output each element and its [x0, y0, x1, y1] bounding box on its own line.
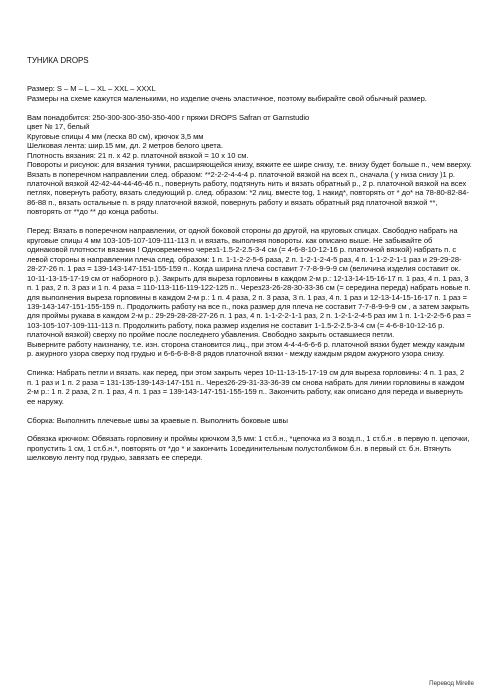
spacer: [27, 425, 472, 435]
size-section: Размер: S – M – L – XL – XXL – XXXL Размеры на схеме кажутся маленькими, но изделие очень эластичное, поэтому выбирайте свой обычный размер.: [27, 84, 427, 103]
spacer: [27, 65, 472, 84]
front-section: Перед: Вязать в поперечном направлении, от одной боковой стороны до другой, на круговых спицах. Свободно набрать на круговые спицы 4 мм 103-105-107-109-111-113 п. и вязать, выполняя повороты. как описано выше. Не забывайте об одинаковой плотности вязания ! Одновременно через1-1.5-2-2.5-3-4 см (= 4-6-8-10-12-16 р. платочной вязкой) набрать п. с левой стороны в направлении плеча след. образом: 1 п. 1-1-2-2-5-6 раза, 2 п. 1-2-1-2-4-5 раз, 4 п. 1-1-2-2-1-1 раз и 29-29-28-28-27-26 п. 1 раз = 139-143-147-151-155-159 п.. Когда ширина плеча составит 7-7-8-9-9-9 см (величина изделия составит ок. 10-11-13-15-17-19 см от наборного р.). Закрыть для выреза горловины в каждом 2-м р.: 12-13-14-15-16-17 п. 1 раз, 4 п. 1 раз, 3 п. 1 раз, 2 п. 3 раз и 1 п. 4 раза = 110-113-116-119-122-125 п.. Через23-26-28-30-33-36 см (= середина переда) набрать новые п. для выполнения выреза горловины в каждом 2-м р.: 1 п. 4 раза, 2 п. 3 раза, 3 п. 1 раз, 4 п. 1 раз и 12-13-14-15-16-17 п. 1 раз = 139-143-147-151-155-159 п.. Продолжить работу на все п., пока размер для плеча не составит 7-7-8-9-9-9 см , а затем закрыть для проймы рукава в каждом 2-м р.: 29-29-28-28-27-26 п. 1 раз, 4 п. 1-1-2-2-1-1 раз, 2 п. 1-2-1-2-4-5 раз им 1 п. 1-1-2-2-5-6 раз = 103-105-107-109-111-113 п. Продолжить работу, пока размер изделия не составит 1-1.5-2-2.5-3-4 см (= 4-6-8-10-12-16 р. платочной вязкой) сверху по пройме после последнего убавления. Свободно закрыть оставшиеся петли. Выверните работу наизнанку, т.е. изн. сторона становится лиц., при этом 4-4-4-6-6-6 р. платочной вязки будет между каждым р. ажурного узора сверху под грудью и 6-6-6-8-8-8 рядов платочной вязки - между каждым рядом ажурного узора снизу.: [27, 226, 472, 359]
assembly-section: Сборка: Выполнить плечевые швы за краевые п. Выполнить боковые швы: [27, 415, 288, 425]
materials-section: Вам понадобится: 250-300-300-350-350-400 г пряжи DROPS Safran от Garnstudio цвет № 17, белый Круговые спицы 4 мм (леска 80 см), крючок 3,5 мм Шелковая лента: шир.15 мм, дл. 2 метров белого цвета. Плотность вязания: 21 п. х 42 р. платочной вязкой = 10 х 10 см. Повороты и рисунок: для вязания туники, расширяющейся книзу, вяжите ее шире снизу, т.е. внизу будет больше п., чем вверху. Вязать в поперечном направлении след. образом: **2-2-2-4-4-4 р. платочной вязкой на всех п., сначала ( у низа снизу )1 р. платочной вязкой 42-42-44-44-46-46 п., повернуть работу, подтянуть нить и вязать обратный р., 2 р. платочной вязкой на всех петлях, повернуть работу, вязать следующий р. след. образом: *2 лиц. вместе tog, 1 накид*, повторять от * до* на 78-80-82-84-86-88 п., вязать остальные п. в ряду платочной вязкой, повернуть работу и вязать обратный ряд платочной вязкой **, повторять от **до ** до конца работы.: [27, 112, 472, 217]
document-body: [27, 56, 472, 463]
spacer: [27, 359, 472, 369]
spacer: [27, 103, 472, 113]
back-section: Спинка: Набрать петли и вязать. как перед, при этом закрыть через 10-11-13-15-17-19 см для выреза горловины: 4 п. 1 раз, 2 п. 1 раз и 1 п. 2 раза = 131-135-139-143-147-151 п.. Через26-29-31-33-36-39 см снова набрать для линии горловины в каждом 2-м р.: 1 п. 2 раза, 2 п. 1 раз, 4 п. 1 раз = 139-143-147-151-155-159 п.. Закончить работу, как описано для переда и вывернуть ее наружу.: [27, 368, 465, 406]
document-title: ТУНИКА DROPS: [27, 56, 89, 65]
spacer: [27, 217, 472, 227]
spacer: [27, 406, 472, 416]
edging-section: Обвязка крючком: Обвязать горловину и проймы крючком 3,5 мм: 1 ст.б.н., *цепочка из 3 возд.п., 1 ст.б.н . в первую п. цепочки, пропустить 1 см, 1 ст.б.н.*, повторять от *до * и закончить 1соединительным полустолбиком б.н. в первый ст. б.н. Втянуть шелковую ленту под грудью, завязать ее спереди.: [27, 434, 470, 463]
translator-credit: Перевод Mirelle: [429, 680, 474, 687]
